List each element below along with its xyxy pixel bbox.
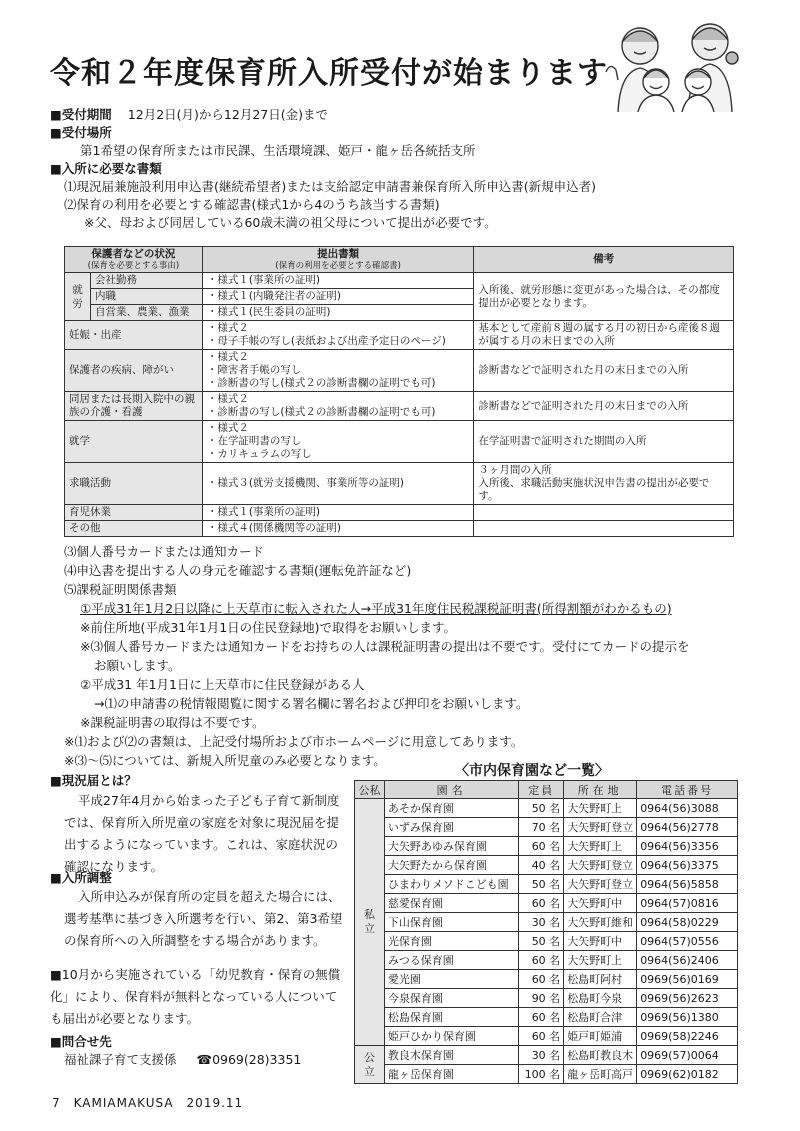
adjustment-label: ■入所調整: [50, 870, 112, 885]
nursery-phone: 0969(56)1380: [637, 1008, 738, 1027]
docs-cell: ・様式３(就労支援機関、事業所等の証明): [202, 463, 474, 505]
free-childcare-note: ■10月から実施されている「幼児教育・保育の無償化」により、保育料が無料となっている人についても届出が必要となります。: [50, 967, 341, 1026]
nursery-capacity: 50 名: [519, 799, 564, 818]
nursery-name: いずみ保育園: [384, 818, 518, 837]
nursery-phone: 0964(56)2406: [637, 951, 738, 970]
nursery-address: 大矢野町上: [564, 951, 637, 970]
nursery-address: 松島町阿村: [564, 970, 637, 989]
nursery-row: [355, 989, 738, 1008]
reason-cell: 育児休業: [65, 505, 203, 521]
nursery-capacity: 60 名: [519, 970, 564, 989]
nursery-capacity: 90 名: [519, 989, 564, 1008]
nursery-capacity: 30 名: [519, 913, 564, 932]
tax-doc-case-1-note-2: ※⑶個人番号カードまたは通知カードをお持ちの人は課税証明書の提出は不要です。受付にてカードの提示を: [80, 639, 690, 654]
page-title: 令和２年度保育所入所受付が始まります: [50, 56, 608, 91]
nursery-row: [355, 837, 738, 856]
header-address: 所在地: [564, 781, 637, 799]
header-capacity: 定員: [519, 781, 564, 799]
contact-phone: ☎0969(28)3351: [196, 1052, 302, 1067]
nursery-phone: 0964(56)3356: [637, 837, 738, 856]
table-row: [65, 421, 734, 463]
note-cell: 診断書などで証明された月の末日までの入所: [474, 350, 734, 392]
required-docs-label: ■入所に必要な書類: [50, 161, 162, 176]
required-doc-4: ⑷申込書を提出する人の身元を確認する書類(運転免許証など): [64, 563, 412, 578]
nursery-capacity: 100 名: [519, 1065, 564, 1084]
private-group-label: 私立: [355, 799, 385, 1046]
docs-cell: ・様式４(関係機関等の証明): [202, 521, 474, 537]
page-footer: 7 KAMIAMAKUSA 2019.11: [52, 1096, 244, 1110]
header-remarks: 備考: [474, 247, 734, 273]
nursery-phone: 0964(56)3088: [637, 799, 738, 818]
nursery-name: 大矢野あゆみ保育園: [384, 837, 518, 856]
public-group-label: 公立: [355, 1046, 385, 1084]
docs-cell: ・様式１(事業所の証明): [202, 273, 474, 289]
reason-cell: 妊娠・出産: [65, 321, 203, 350]
docs-cell: ・様式２ ・診断書の写し(様式２の診断書欄の証明でも可): [202, 392, 474, 421]
header-phone: 電話番号: [637, 781, 738, 799]
table-row: [65, 350, 734, 392]
note-cell: [474, 505, 734, 521]
new-applicant-note: ※⑶〜⑸については、新規入所児童のみ必要となります。: [64, 753, 386, 768]
note-cell: [474, 521, 734, 537]
reception-period-value: 12月2日(月)から12月27日(金)まで: [127, 107, 328, 122]
nursery-address: 大矢野町登立: [564, 875, 637, 894]
nursery-address: 大矢野町登立: [564, 818, 637, 837]
nursery-name: 姫戸ひかり保育園: [384, 1027, 518, 1046]
nursery-row: [355, 799, 738, 818]
reason-cell: 求職活動: [65, 463, 203, 505]
reason-cell: 保護者の疾病、障がい: [65, 350, 203, 392]
note-cell: 在学証明書で証明された期間の入所: [474, 421, 734, 463]
docs-cell: ・様式１(内職発注者の証明): [202, 289, 474, 305]
docs-cell: ・様式２ ・障害者手帳の写し ・診断書の写し(様式２の診断書欄の証明でも可): [202, 350, 474, 392]
table-row: [65, 392, 734, 421]
nursery-phone: 0964(57)0816: [637, 894, 738, 913]
nursery-name: 大矢野たから保育園: [384, 856, 518, 875]
table-row: [65, 521, 734, 537]
header-type: 公私: [355, 781, 385, 799]
contact-label: ■問合せ先: [50, 1034, 112, 1049]
nursery-capacity: 40 名: [519, 856, 564, 875]
reception-place-label: ■受付場所: [50, 125, 112, 140]
nursery-capacity: 60 名: [519, 951, 564, 970]
nursery-capacity: 60 名: [519, 837, 564, 856]
note-cell: ３ヶ月間の入所 入所後、求職活動実施状況申告書の提出が必要です。: [474, 463, 734, 505]
nursery-phone: 0964(56)2778: [637, 818, 738, 837]
nursery-capacity: 60 名: [519, 1027, 564, 1046]
tax-doc-case-2-note-1: →⑴の申請書の税情報閲覧に関する署名欄に署名および押印をお願いします。: [94, 696, 529, 711]
reason-cell: 会社勤務: [90, 273, 202, 289]
table-header-row: [65, 247, 734, 273]
nursery-address: 大矢野町登立: [564, 856, 637, 875]
reception-period-label: ■受付期間: [50, 107, 112, 122]
nursery-capacity: 30 名: [519, 1046, 564, 1065]
reception-place-value: 第1希望の保育所または市民課、生活環境課、姫戸・龍ヶ岳各統括支所: [80, 143, 476, 158]
docs-cell: ・様式１(民生委員の証明): [202, 305, 474, 321]
header-situation: 保護者などの状況 (保育を必要とする事由): [65, 247, 203, 273]
nursery-row: [355, 1027, 738, 1046]
nursery-name: 光保育園: [384, 932, 518, 951]
note-cell: 入所後、就労形態に変更があった場合は、その都度提出が必要となります。: [474, 273, 734, 321]
reason-cell: 就学: [65, 421, 203, 463]
contact-dept: 福祉課子育て支援係: [64, 1052, 177, 1067]
tax-doc-case-1-note-1: ※前住所地(平成31年1月1日の住民登録地)で取得をお願いします。: [80, 620, 457, 635]
reception-period: [50, 106, 750, 123]
required-doc-2: ⑵保育の利用を必要とする確認書(様式1から4のうち該当する書類): [64, 197, 440, 212]
nursery-phone: 0969(57)0064: [637, 1046, 738, 1065]
nursery-phone: 0964(58)0229: [637, 913, 738, 932]
doc-availability-note: ※⑴および⑵の書類は、上記受付場所および市ホームページに用意してあります。: [64, 734, 524, 749]
nursery-name: 慈愛保育園: [384, 894, 518, 913]
nursery-row: [355, 894, 738, 913]
requirements-table: [64, 246, 734, 537]
table-row: [65, 463, 734, 505]
nursery-address: 大矢野町中: [564, 894, 637, 913]
nursery-row: [355, 1008, 738, 1027]
nursery-row: [355, 932, 738, 951]
nursery-phone: 0964(56)5858: [637, 875, 738, 894]
nursery-name: 龍ヶ岳保育園: [384, 1065, 518, 1084]
header-name: 園名: [384, 781, 518, 799]
required-doc-5: ⑸課税証明関係書類: [64, 582, 177, 597]
nursery-row: [355, 1065, 738, 1084]
docs-cell: ・様式１(事業所の証明): [202, 505, 474, 521]
table-row: [65, 321, 734, 350]
docs-cell: ・様式２ ・母子手帳の写し(表紙および出産予定日のページ): [202, 321, 474, 350]
note-cell: 診断書などで証明された月の末日までの入所: [474, 392, 734, 421]
nursery-capacity: 70 名: [519, 818, 564, 837]
reason-cell: 自営業、農業、漁業: [90, 305, 202, 321]
required-doc-3: ⑶個人番号カードまたは通知カード: [64, 544, 265, 559]
tax-doc-case-1-note-2-cont: お願いします。: [94, 658, 181, 673]
nursery-list-title: 〈市内保育園など一覧〉: [455, 763, 609, 779]
tax-doc-case-2-note-2: ※課税証明書の取得は不要です。: [80, 715, 265, 730]
nursery-phone: 0969(62)0182: [637, 1065, 738, 1084]
reason-cell: 同居または長期入院中の親族の介護・看護: [65, 392, 203, 421]
nursery-name: 教良木保育園: [384, 1046, 518, 1065]
table-row: [65, 273, 734, 289]
status-report-label: ■現況届とは？: [50, 773, 137, 788]
nursery-row: [355, 875, 738, 894]
nursery-capacity: 50 名: [519, 875, 564, 894]
adjustment-body: 入所申込みが保育所の定員を超えた場合には、選考基準に基づき入所選考を行い、第2、第3希望の保育所への入所調整をする場合があります。: [64, 889, 343, 948]
nursery-address: 松島町今泉: [564, 989, 637, 1008]
nursery-address: 大矢野町上: [564, 837, 637, 856]
nursery-address: 大矢野町上: [564, 799, 637, 818]
nursery-name: ひまわりメソドこども園: [384, 875, 518, 894]
status-report-body: 平成27年4月から始まった子ども子育て新制度では、保育所入所児童の家庭を対象に現況届を提出するようになっています。これは、家庭状況の確認になります。: [64, 793, 340, 874]
header-documents: 提出書類 (保育の利用を必要とする確認書): [202, 247, 474, 273]
note-cell: 基本として産前８週の属する月の初日から産後８週が属する月の末日までの入所: [474, 321, 734, 350]
required-doc-1: ⑴現況届兼施設利用申込書(継続希望者)または支給認定申請書兼保育所入所申込書(新規申込者): [64, 179, 597, 194]
nursery-capacity: 60 名: [519, 894, 564, 913]
table-row: [65, 505, 734, 521]
nursery-capacity: 50 名: [519, 932, 564, 951]
nursery-phone: 0964(57)0556: [637, 932, 738, 951]
nursery-address: 松島町合津: [564, 1008, 637, 1027]
reason-cell: その他: [65, 521, 203, 537]
nursery-name: 松島保育園: [384, 1008, 518, 1027]
nursery-table: [354, 780, 738, 1084]
nursery-row: [355, 913, 738, 932]
nursery-row: [355, 951, 738, 970]
tax-doc-case-1: ①平成31年1月2日以降に上天草市に転入された人→平成31年度住民税課税証明書(所得割額がわかるもの): [80, 601, 672, 616]
nursery-capacity: 60 名: [519, 1008, 564, 1027]
nursery-address: 松島町教良木: [564, 1046, 637, 1065]
nursery-row: [355, 970, 738, 989]
nursery-row: [355, 1046, 738, 1065]
nursery-phone: 0969(58)2246: [637, 1027, 738, 1046]
required-doc-2-note: ※父、母および同居している60歳未満の祖父母について提出が必要です。: [84, 215, 497, 230]
nursery-name: 今泉保育園: [384, 989, 518, 1008]
docs-cell: ・様式２ ・在学証明書の写し ・カリキュラムの写し: [202, 421, 474, 463]
nursery-row: [355, 818, 738, 837]
contact-info: [50, 1051, 345, 1068]
reason-cell: 内職: [90, 289, 202, 305]
nursery-phone: 0969(56)2623: [637, 989, 738, 1008]
nursery-name: みつる保育園: [384, 951, 518, 970]
nursery-address: 大矢野町維和: [564, 913, 637, 932]
nursery-header-row: [355, 781, 738, 799]
nursery-address: 姫戸町姫浦: [564, 1027, 637, 1046]
tax-doc-case-2: ②平成31 年1月1日に上天草市に住民登録がある人: [80, 677, 365, 692]
family-illustration: [598, 12, 758, 112]
nursery-row: [355, 856, 738, 875]
shuro-cell: 就労: [65, 273, 91, 321]
nursery-address: 大矢野町中: [564, 932, 637, 951]
nursery-name: 下山保育園: [384, 913, 518, 932]
nursery-name: あそか保育園: [384, 799, 518, 818]
nursery-name: 愛光園: [384, 970, 518, 989]
nursery-phone: 0964(56)3375: [637, 856, 738, 875]
nursery-address: 龍ヶ岳町高戸: [564, 1065, 637, 1084]
nursery-phone: 0969(56)0169: [637, 970, 738, 989]
